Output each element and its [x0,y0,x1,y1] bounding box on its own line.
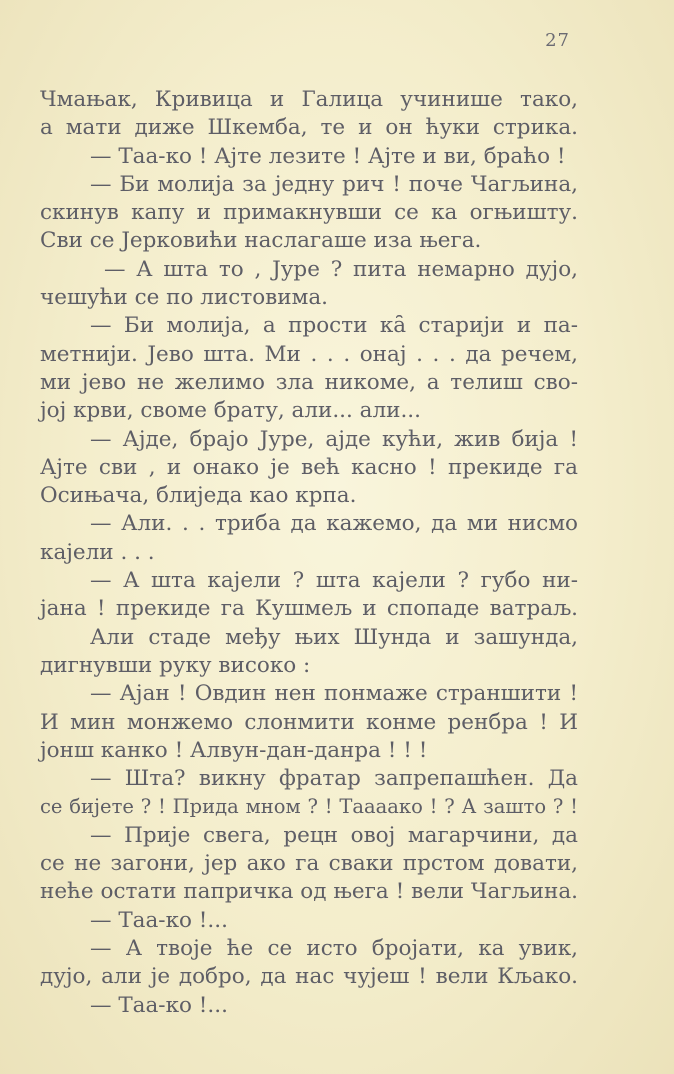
text-line: метнији. Јево шта. Ми . . . онај . . . да речем, [40,341,578,367]
text-line: — Таа-ко !... [90,907,228,933]
text-line: — Ајде, брајо Јуре, ајде кући, жив бија ! [90,426,578,452]
text-line: — Би молија, а прости ка̑ старији и па- [90,313,578,339]
text-line: чешући се по листовима. [40,285,328,311]
text-line: — Би молија за једну рич ! поче Чагљина, [90,171,578,197]
text-line: — Ајан ! Овдин нен понмаже страншити ! [90,681,578,707]
text-line: Чмањак, Кривица и Галица учинише тако, [40,87,578,112]
text-line: Али стаде међу њих Шунда и зашунда, [90,624,578,650]
text-line: — Прије свега, рецн овој магарчини, да [90,822,578,848]
text-line: дигнувши руку високо : [40,652,311,678]
text-line: јој крви, своме брату, али... али... [40,398,421,424]
text-line: јонш канко ! Алвун-дан-данра ! ! ! [40,737,428,763]
text-line: кајели . . . [40,539,155,565]
text-line: скинув капу и примакнувши се ка огњишту. [40,200,578,226]
text-line: ми јево не желимо зла никоме, а телиш сво- [40,369,578,395]
text-line: — А твоје ће се исто бројати, ка увик, [90,935,578,961]
text-line: Осињача, блиједа као крпа. [40,483,357,509]
text-line: дујо, али је добро, да нас чујеш ! вели Кљако. [40,964,578,990]
text-line: Сви се Јерковићи наслагаше иза њега. [40,228,482,254]
text-line: неће остати папричка од њега ! вели Чагљина. [40,879,578,905]
text-line: — А шта кајели ? шта кајели ? губо ни- [90,568,578,594]
text-line: И мин монжемо слонмити конме ренбра ! И [40,709,578,735]
text-line: јана ! прекиде га Кушмељ и спопаде ватраљ. [40,596,578,622]
page-number: 27 [545,30,570,51]
text-line: се бијете ? ! Прида мном ? ! Таааако ! ? А зашто ? ! [40,795,578,819]
text-line: — Али. . . триба да кажемо, да ми нисмо [90,511,578,537]
text-line: — Таа-ко !... [90,992,228,1018]
text-line: а мати диже Шкемба, те и он ћуки стрика. [40,115,578,141]
page-text [40,86,578,1020]
text-line: се не загони, јер ако га сваки прстом довати, [40,851,578,877]
text-line: — Шта? викну фратар запрепашћен. Да [90,766,578,792]
text-line: — Таа-ко ! Ајте лезите ! Ајте и ви, браћо ! [90,143,566,169]
text-line: — А шта то , Јуре ? пита немарно дујо, [104,256,578,282]
text-line: Ајте сви , и онако је већ касно ! прекиде га [40,454,578,480]
